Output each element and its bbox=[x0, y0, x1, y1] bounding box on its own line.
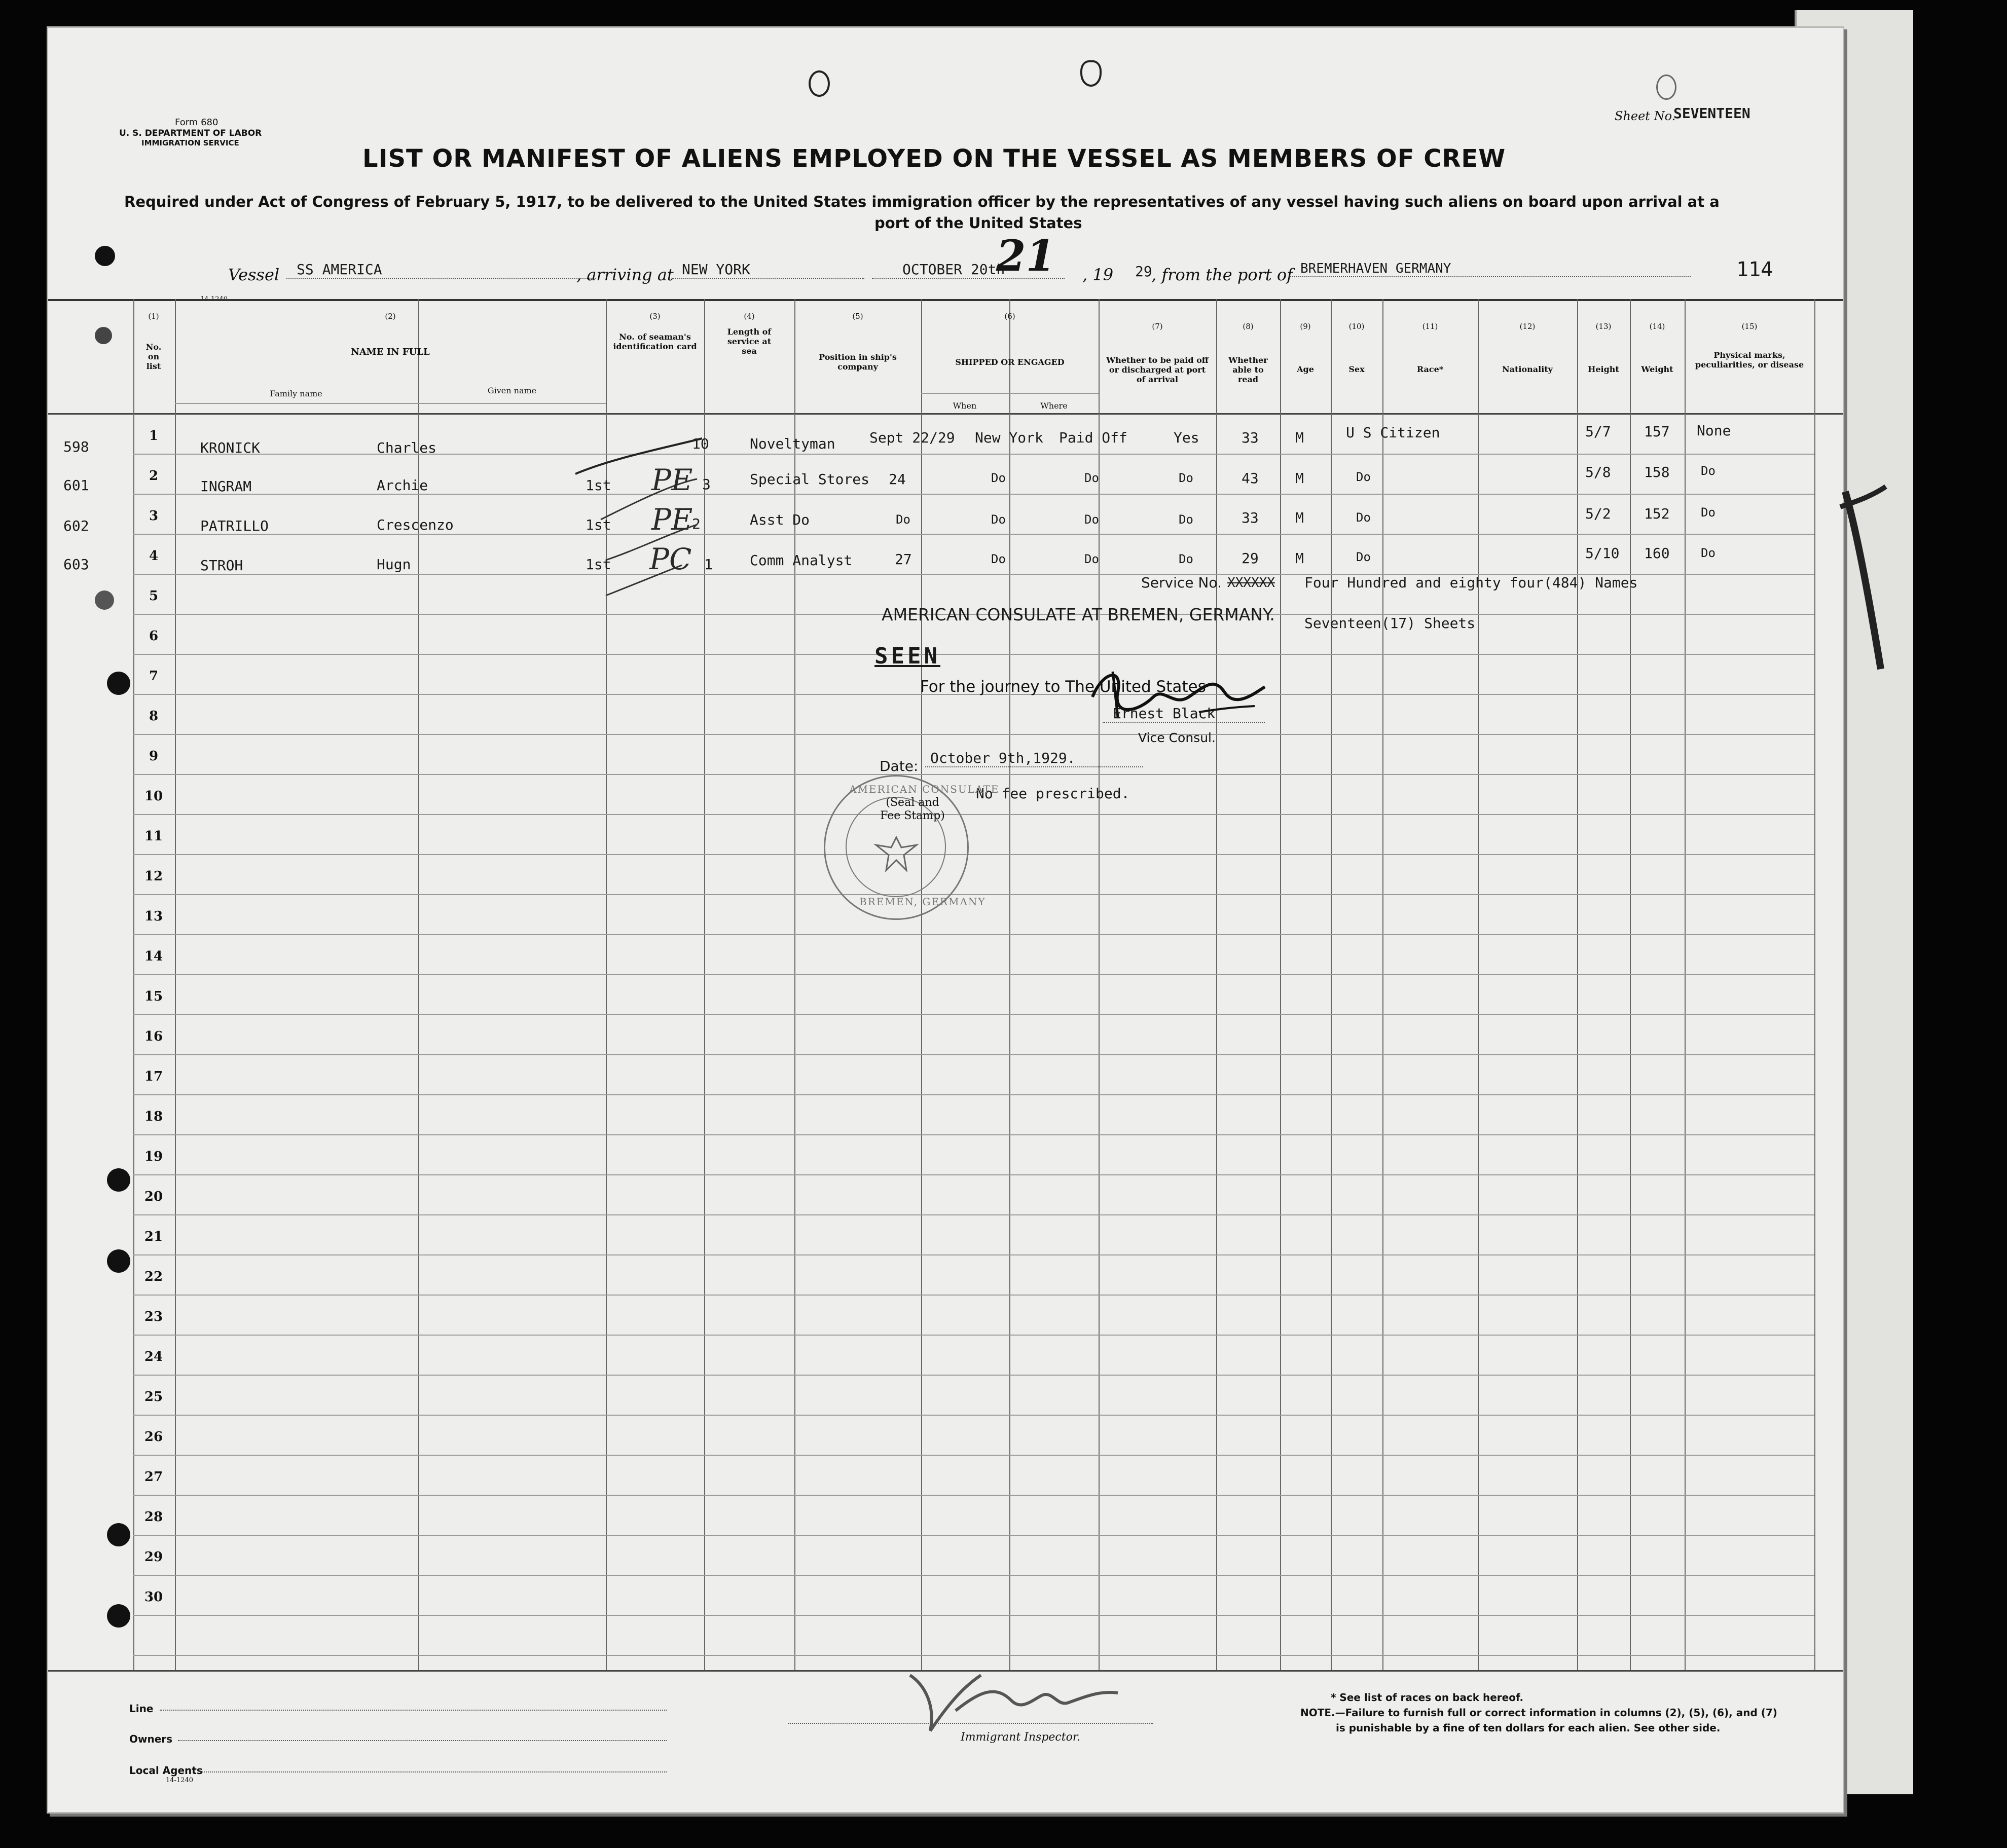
seen-stamp: SEEN bbox=[874, 643, 940, 669]
row-4-margin-number: 603 bbox=[63, 556, 89, 573]
header-bottom-border bbox=[48, 413, 1843, 415]
col-2-family-name: Family name bbox=[270, 389, 322, 398]
footer-note-1: * See list of races on back hereof. bbox=[1331, 1691, 1524, 1704]
row-number: 3 bbox=[149, 508, 159, 524]
column-rule bbox=[1478, 299, 1479, 1670]
punch-hole bbox=[95, 246, 115, 266]
col-2-header: NAME IN FULL bbox=[351, 347, 430, 357]
port-label: , from the port of bbox=[1151, 265, 1293, 284]
col-9-header: Age bbox=[1297, 364, 1314, 374]
page-title: LIST OR MANIFEST OF ALIENS EMPLOYED ON THE VESSEL AS MEMBERS OF CREW bbox=[362, 144, 1506, 173]
col-3-header: No. of seaman's identification card bbox=[613, 332, 697, 351]
row-1-where: New York bbox=[975, 429, 1043, 446]
col-10-header: Sex bbox=[1348, 364, 1365, 374]
row-rule bbox=[133, 1335, 1814, 1336]
row-rule bbox=[133, 1174, 1814, 1175]
row-1-when: Sept 22/29 bbox=[869, 429, 955, 446]
subtitle-line-2: port of the United States bbox=[874, 214, 1082, 232]
row-rule bbox=[133, 1254, 1814, 1255]
handwritten-pe-2: PE bbox=[651, 502, 693, 537]
row-number: 30 bbox=[144, 1590, 163, 1605]
col-15-header: Physical marks, peculiarities, or disease bbox=[1695, 350, 1804, 369]
col-6-header: SHIPPED OR ENGAGED bbox=[955, 357, 1065, 367]
row-rule bbox=[133, 974, 1814, 975]
row-3-sex: M bbox=[1295, 509, 1304, 526]
row-3-read: Do bbox=[1179, 512, 1193, 527]
row-4-given-name: Hugn bbox=[377, 556, 411, 573]
row-number: 8 bbox=[149, 709, 159, 724]
row-4-marks: Do bbox=[1701, 546, 1716, 560]
seal-eagle-icon bbox=[871, 832, 922, 873]
footer-agents-label: Local Agents bbox=[129, 1764, 203, 1777]
row-4-family-name: STROH bbox=[200, 557, 243, 574]
seal-text-top: AMERICAN CONSULATE bbox=[849, 783, 1000, 795]
consulate-date-label: Date: bbox=[880, 758, 919, 774]
row-number: 26 bbox=[144, 1429, 163, 1445]
row-number: 15 bbox=[144, 989, 163, 1004]
column-rule bbox=[1216, 299, 1217, 1670]
row-4-where: Do bbox=[991, 552, 1006, 566]
row-rule bbox=[133, 654, 1814, 655]
subheader-rule bbox=[921, 393, 1099, 394]
col-6-when: When bbox=[953, 401, 977, 411]
col-6-number: (6) bbox=[1004, 312, 1015, 321]
row-rule bbox=[133, 934, 1814, 935]
names-total: Four Hundred and eighty four(484) Names bbox=[1304, 574, 1638, 591]
row-2-height: 5/8 bbox=[1585, 464, 1611, 481]
col-2-number: (2) bbox=[385, 312, 396, 321]
row-2-read: Do bbox=[1179, 471, 1193, 485]
footer-owners-field bbox=[178, 1740, 667, 1741]
row-rule bbox=[133, 1375, 1814, 1376]
col-5-number: (5) bbox=[852, 312, 863, 321]
row-number: 28 bbox=[144, 1509, 163, 1525]
punch-hole bbox=[107, 672, 130, 695]
column-rule bbox=[1331, 299, 1332, 1670]
row-1-position: Noveltyman bbox=[750, 435, 835, 452]
row-rule bbox=[133, 1535, 1814, 1536]
seal-text-bottom: BREMEN, GERMANY bbox=[859, 896, 986, 908]
row-rule bbox=[133, 894, 1814, 895]
row-number: 25 bbox=[144, 1389, 163, 1405]
col-15-number: (15) bbox=[1741, 322, 1758, 331]
footer-note-2: NOTE.—Failure to furnish full or correct information in columns (2), (5), (6), and (7) bbox=[1300, 1707, 1777, 1719]
consulate-stamp: AMERICAN CONSULATE AT BREMEN, GERMANY. bbox=[882, 605, 1275, 624]
row-1-family-name: KRONICK bbox=[200, 439, 261, 456]
row-2-paid: Do bbox=[1084, 471, 1099, 485]
arrival-date: OCTOBER 20th bbox=[872, 261, 1065, 279]
year-label: , 19 bbox=[1082, 265, 1114, 284]
column-rule bbox=[794, 299, 795, 1670]
column-rule bbox=[1099, 299, 1100, 1670]
col-14-header: Weight bbox=[1641, 364, 1673, 374]
row-number: 16 bbox=[144, 1029, 163, 1044]
col-13-number: (13) bbox=[1595, 322, 1612, 331]
row-number: 17 bbox=[144, 1069, 163, 1084]
arriving-value: NEW YORK bbox=[672, 261, 864, 279]
row-1-race: U S Citizen bbox=[1346, 424, 1440, 441]
row-rule bbox=[133, 1054, 1814, 1055]
col-7-number: (7) bbox=[1152, 322, 1163, 331]
row-number: 13 bbox=[144, 909, 163, 924]
footer-owners-label: Owners bbox=[129, 1733, 173, 1745]
col-6-where: Where bbox=[1040, 401, 1068, 411]
row-rule bbox=[133, 1615, 1814, 1616]
row-2-position: Special Stores bbox=[750, 471, 870, 488]
row-2-given-name: Archie bbox=[377, 477, 428, 494]
row-1-paid: Paid Off bbox=[1059, 429, 1127, 446]
col-8-number: (8) bbox=[1243, 322, 1254, 331]
row-rule bbox=[133, 854, 1814, 855]
row-4-position: Comm Analyst bbox=[750, 552, 853, 569]
row-3-card: 1st bbox=[586, 516, 611, 533]
vessel-label: Vessel bbox=[228, 265, 280, 284]
sheet-label: Sheet No. bbox=[1615, 109, 1676, 123]
row-number: 18 bbox=[144, 1109, 163, 1124]
table-top-border bbox=[48, 299, 1843, 301]
row-rule bbox=[133, 774, 1814, 775]
row-number: 9 bbox=[149, 749, 159, 764]
row-3-margin-number: 602 bbox=[63, 518, 89, 534]
row-number: 5 bbox=[149, 588, 159, 604]
row-2-where: Do bbox=[991, 471, 1006, 485]
consul-title: Vice Consul. bbox=[1138, 730, 1216, 745]
row-rule bbox=[133, 1014, 1814, 1015]
row-number: 6 bbox=[149, 629, 159, 644]
col-10-number: (10) bbox=[1348, 322, 1365, 331]
column-rule bbox=[1280, 299, 1281, 1670]
row-3-marks: Do bbox=[1701, 505, 1716, 520]
row-rule bbox=[133, 1575, 1814, 1576]
consul-name: Ernest Black bbox=[1103, 705, 1265, 723]
row-2-marks: Do bbox=[1701, 464, 1716, 478]
row-2-service: 3 bbox=[702, 476, 711, 493]
row-number: 29 bbox=[144, 1549, 163, 1565]
row-number: 24 bbox=[144, 1349, 163, 1364]
inspector-line bbox=[788, 1723, 1153, 1724]
binding-hole bbox=[809, 70, 830, 97]
form-number: Form 680 bbox=[175, 117, 218, 128]
row-1-height: 5/7 bbox=[1585, 423, 1611, 440]
row-4-read: Do bbox=[1179, 552, 1193, 566]
column-rule bbox=[1009, 299, 1010, 1670]
row-number: 12 bbox=[144, 869, 163, 884]
row-2-when: 24 bbox=[889, 471, 906, 488]
column-rule bbox=[1577, 299, 1578, 1670]
row-1-sex: M bbox=[1295, 429, 1304, 446]
consulate-date-value: October 9th,1929. bbox=[925, 750, 1143, 767]
row-1-service: 10 bbox=[692, 435, 709, 452]
row-1-given-name: Charles bbox=[377, 439, 437, 456]
journey-text: For the journey to The United States bbox=[920, 678, 1206, 696]
punch-hole bbox=[107, 1168, 130, 1192]
page-number: 114 bbox=[1736, 258, 1773, 281]
footer-line-label: Line bbox=[129, 1703, 154, 1715]
row-3-race: Do bbox=[1356, 510, 1371, 525]
port-value: BREMERHAVEN GERMANY bbox=[1290, 261, 1691, 277]
inspector-label: Immigrant Inspector. bbox=[961, 1731, 1080, 1744]
manifest-sheet bbox=[47, 26, 1844, 1814]
row-2-margin-number: 601 bbox=[63, 477, 89, 494]
punch-hole bbox=[107, 1249, 130, 1273]
row-number: 10 bbox=[144, 789, 163, 804]
row-4-sex: M bbox=[1295, 550, 1304, 567]
col-12-number: (12) bbox=[1519, 322, 1536, 331]
col-3-number: (3) bbox=[649, 312, 661, 321]
col-11-header: Race* bbox=[1416, 364, 1444, 374]
row-4-height: 5/10 bbox=[1585, 545, 1620, 562]
column-rule bbox=[1814, 299, 1815, 1670]
column-rule bbox=[175, 299, 176, 1670]
row-number: 19 bbox=[144, 1149, 163, 1164]
seal-label: (Seal and Fee Stamp) bbox=[880, 796, 945, 822]
service-name: IMMIGRATION SERVICE bbox=[141, 138, 239, 147]
footer-line-field bbox=[160, 1710, 667, 1711]
row-2-weight: 158 bbox=[1644, 464, 1670, 481]
col-5-header: Position in ship's company bbox=[819, 352, 897, 372]
row-1-margin-number: 598 bbox=[63, 438, 89, 455]
punch-hole bbox=[107, 1523, 130, 1546]
service-number-label: Service No. bbox=[1141, 574, 1222, 591]
column-rule bbox=[1382, 299, 1383, 1670]
footer-note-3: is punishable by a fine of ten dollars for each alien. See other side. bbox=[1336, 1722, 1721, 1734]
row-4-age: 29 bbox=[1242, 550, 1259, 567]
col-4-number: (4) bbox=[744, 312, 755, 321]
row-rule bbox=[133, 1455, 1814, 1456]
year-value: 29 bbox=[1135, 263, 1152, 280]
row-rule bbox=[133, 494, 1814, 495]
col-8-header: Whether able to read bbox=[1228, 355, 1268, 384]
row-number: 4 bbox=[149, 548, 159, 564]
col-14-number: (14) bbox=[1649, 322, 1665, 331]
row-3-height: 5/2 bbox=[1585, 505, 1611, 522]
subtitle-line-1: Required under Act of Congress of February 5, 1917, to be delivered to the United States immigration officer by the representatives of any vessel having such aliens on board upon arrival at a bbox=[124, 193, 1720, 210]
subheader-rule bbox=[175, 403, 606, 404]
punch-hole bbox=[107, 1604, 130, 1628]
row-3-family-name: PATRILLO bbox=[200, 518, 269, 534]
edge-bleed-mark bbox=[1835, 476, 1896, 679]
service-number-value: XXXXXX bbox=[1227, 575, 1275, 590]
handwritten-pe-1: PE bbox=[651, 463, 693, 497]
col-11-number: (11) bbox=[1422, 322, 1438, 331]
handwritten-pe-3: PC bbox=[649, 542, 692, 576]
row-3-age: 33 bbox=[1242, 509, 1259, 526]
row-4-race: Do bbox=[1356, 550, 1371, 564]
footer-agents-field bbox=[200, 1771, 667, 1772]
col-9-number: (9) bbox=[1300, 322, 1311, 331]
row-3-given-name: Crescenzo bbox=[377, 516, 454, 533]
row-rule bbox=[133, 1495, 1814, 1496]
row-rule bbox=[133, 1214, 1814, 1215]
row-4-paid: Do bbox=[1084, 552, 1099, 566]
row-2-age: 43 bbox=[1242, 470, 1259, 487]
row-number: 27 bbox=[144, 1469, 163, 1485]
binding-hole bbox=[1080, 60, 1102, 87]
column-rule bbox=[133, 299, 134, 1670]
row-4-card: 1st bbox=[586, 556, 611, 573]
punch-hole bbox=[95, 590, 114, 610]
col-13-header: Height bbox=[1588, 364, 1619, 374]
col-1-number: (1) bbox=[148, 312, 159, 321]
row-1-weight: 157 bbox=[1644, 423, 1670, 440]
row-rule bbox=[133, 814, 1814, 815]
col-2-given-name: Given name bbox=[487, 386, 537, 395]
column-rule bbox=[1630, 299, 1631, 1670]
row-3-service: 2 bbox=[692, 515, 701, 532]
row-1-age: 33 bbox=[1242, 429, 1259, 446]
binding-hole bbox=[1656, 75, 1676, 100]
row-1-marks: None bbox=[1697, 422, 1731, 439]
sheet-value: SEVENTEEN bbox=[1673, 105, 1750, 122]
row-number: 22 bbox=[144, 1269, 163, 1284]
row-3-weight: 152 bbox=[1644, 505, 1670, 522]
punch-hole bbox=[95, 327, 112, 344]
column-rule bbox=[921, 299, 922, 1670]
row-rule bbox=[133, 534, 1814, 535]
column-rule bbox=[418, 299, 419, 1670]
department: U. S. DEPARTMENT OF LABOR bbox=[119, 128, 262, 138]
row-2-card: 1st bbox=[586, 477, 611, 494]
row-rule bbox=[133, 734, 1814, 735]
column-rule bbox=[1685, 299, 1686, 1670]
row-3-when: Do bbox=[896, 512, 910, 527]
row-number: 21 bbox=[144, 1229, 163, 1244]
row-4-when: 27 bbox=[895, 551, 912, 568]
row-rule bbox=[133, 1094, 1814, 1095]
col-12-header: Nationality bbox=[1502, 364, 1553, 374]
row-number: 20 bbox=[144, 1189, 163, 1204]
col-7-header: Whether to be paid off or discharged at port of arrival bbox=[1106, 355, 1209, 384]
col-4-header: Length of service at sea bbox=[727, 327, 772, 356]
vessel-value: SS AMERICA bbox=[286, 261, 596, 279]
row-4-weight: 160 bbox=[1644, 545, 1670, 562]
arrival-date-handwritten: 21 bbox=[996, 231, 1055, 281]
sheets-total: Seventeen(17) Sheets bbox=[1304, 615, 1476, 632]
row-2-family-name: INGRAM bbox=[200, 478, 252, 495]
row-1-read: Yes bbox=[1174, 429, 1199, 446]
col-1-header: No. on list bbox=[145, 342, 162, 371]
row-number: 11 bbox=[144, 829, 163, 844]
arriving-label: , arriving at bbox=[576, 265, 674, 284]
row-4-service: 1 bbox=[704, 556, 713, 573]
row-2-sex: M bbox=[1295, 470, 1304, 487]
row-number: 7 bbox=[149, 669, 159, 684]
row-2-race: Do bbox=[1356, 470, 1371, 484]
row-rule bbox=[133, 1134, 1814, 1135]
row-3-paid: Do bbox=[1084, 512, 1099, 527]
row-number: 1 bbox=[149, 428, 159, 443]
footer-form-code: 14-1240 bbox=[166, 1777, 194, 1784]
row-number: 2 bbox=[149, 468, 159, 484]
row-3-position: Asst Do bbox=[750, 511, 810, 528]
row-rule bbox=[133, 1415, 1814, 1416]
fee-note: No fee prescribed. bbox=[976, 785, 1130, 802]
row-3-where: Do bbox=[991, 512, 1006, 527]
row-number: 23 bbox=[144, 1309, 163, 1324]
row-number: 14 bbox=[144, 949, 163, 964]
row-rule bbox=[133, 1295, 1814, 1296]
